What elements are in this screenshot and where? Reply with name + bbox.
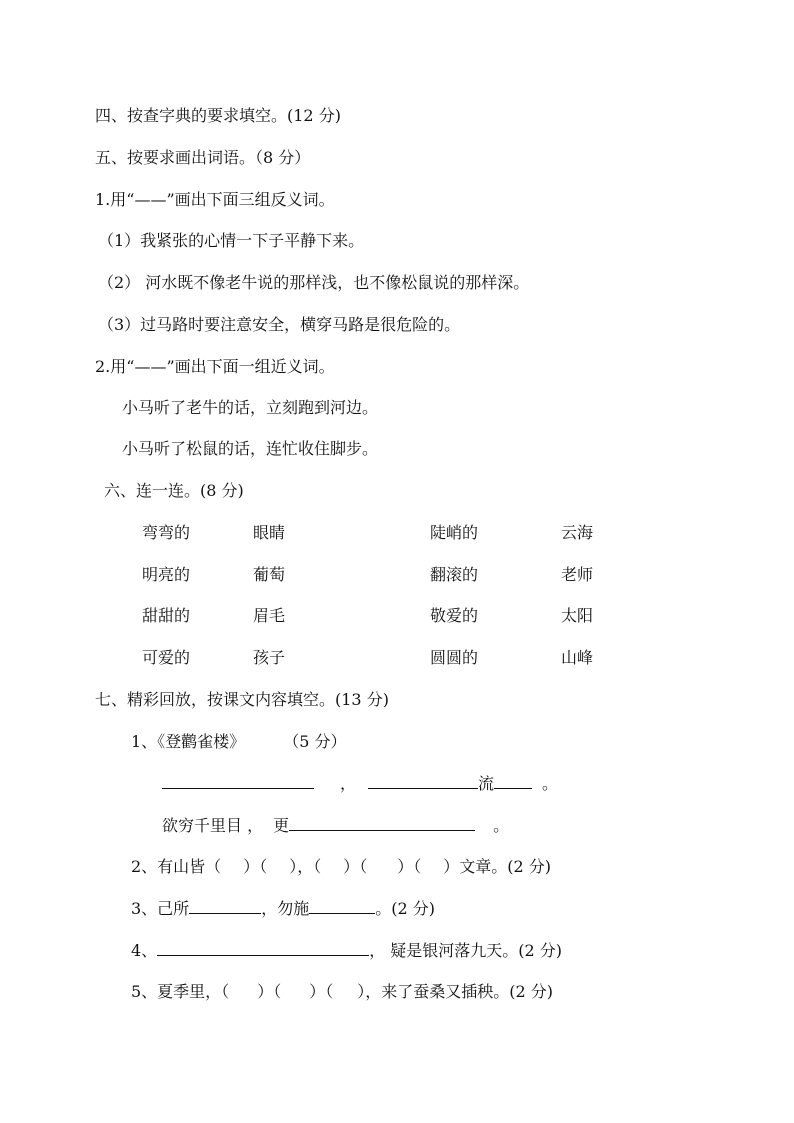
question-text: ），（ (289, 857, 322, 876)
question-text: 4、 (131, 941, 158, 960)
match-left-adjective: 明亮的 (142, 565, 191, 584)
section-5-question-1: 1.用“——”画出下面三组反义词。 (95, 190, 335, 209)
match-right-adjective: 翻滚的 (430, 565, 479, 584)
question-text: 5、夏季里，（ (131, 982, 230, 1001)
question-text: 3、己所 (131, 899, 190, 918)
question-text: ）（ (397, 857, 422, 876)
question-text: ， 疑是银河落九天。(2 分) (369, 941, 563, 960)
section-7-question-1 (131, 731, 346, 753)
poem-line-2-text: 欲穷千里目 ， (162, 816, 264, 835)
poem-char-more: 更 (273, 816, 290, 835)
match-left-adjective: 可爱的 (142, 648, 191, 667)
match-left-noun: 葡萄 (253, 565, 286, 584)
section-7-question-4 (131, 939, 562, 962)
match-right-noun: 老师 (561, 565, 594, 584)
section-7-title: 七、精彩回放，按课文内容填空。(13 分) (95, 690, 389, 709)
match-left-noun: 孩子 (253, 648, 286, 667)
question-text: ），来了蚕桑又插秧。(2 分) (357, 982, 553, 1001)
answer-blank[interactable] (289, 814, 475, 831)
match-right-noun: 山峰 (561, 648, 594, 667)
match-left-adjective: 甜甜的 (142, 606, 191, 625)
section-5-q1-item-1: （1）我紧张的心情一下子平静下来。 (98, 231, 365, 250)
question-text: 2、有山皆（ (131, 857, 222, 876)
answer-blank[interactable] (494, 772, 532, 789)
match-right-adjective: 圆圆的 (430, 648, 479, 667)
match-right-noun: 云海 (561, 523, 594, 542)
answer-blank[interactable] (309, 897, 375, 914)
section-7-question-3 (131, 897, 435, 920)
section-5-q1-item-3: （3）过马路时要注意安全，横穿马路是很危险的。 (98, 315, 461, 334)
poem-char-flow: 流 (478, 774, 495, 793)
match-left-noun: 眼睛 (253, 523, 286, 542)
question-text: ，勿施 (261, 899, 310, 918)
question-text: 。(2 分) (375, 899, 435, 918)
section-6-title: 六、连一连。(8 分) (104, 481, 244, 500)
poem-period: 。 (493, 816, 510, 835)
poem-period: 。 (542, 774, 559, 793)
section-5-q1-item-2: （2） 河水既不像老牛说的那样浅，也不像松鼠说的那样深。 (98, 273, 530, 292)
poem-line-2 (162, 814, 509, 837)
poem-comma: ， (340, 774, 357, 793)
answer-blank[interactable] (162, 772, 314, 789)
match-right-noun: 太阳 (561, 606, 594, 625)
section-5-q2-sentence-1: 小马听了老牛的话，立刻跑到河边。 (122, 398, 379, 417)
answer-blank[interactable] (189, 897, 261, 914)
question-text: ）（ (257, 982, 282, 1001)
match-right-adjective: 陡峭的 (430, 523, 479, 542)
answer-blank[interactable] (368, 772, 478, 789)
section-7-question-2 (131, 856, 551, 878)
question-text: ）文章。(2 分) (443, 857, 552, 876)
section-4-title: 四、按查字典的要求填空。(12 分) (95, 106, 341, 125)
poem-title: 1、《登鹳雀楼》 (131, 732, 246, 751)
answer-blank[interactable] (157, 939, 369, 956)
section-5-title: 五、按要求画出词语。（8 分） (95, 148, 311, 167)
question-text: ）（ (309, 982, 334, 1001)
section-5-q2-sentence-2: 小马听了松鼠的话，连忙收住脚步。 (122, 439, 379, 458)
poem-line-1 (162, 772, 558, 795)
match-left-adjective: 弯弯的 (142, 523, 191, 542)
question-text: ）（ (343, 857, 368, 876)
question-score: （5 分） (283, 732, 347, 751)
section-5-question-2: 2.用“——”画出下面一组近义词。 (95, 357, 335, 376)
match-right-adjective: 敬爱的 (430, 606, 479, 625)
question-text: ）（ (243, 857, 268, 876)
section-7-question-5 (131, 981, 553, 1003)
match-left-noun: 眉毛 (253, 606, 286, 625)
